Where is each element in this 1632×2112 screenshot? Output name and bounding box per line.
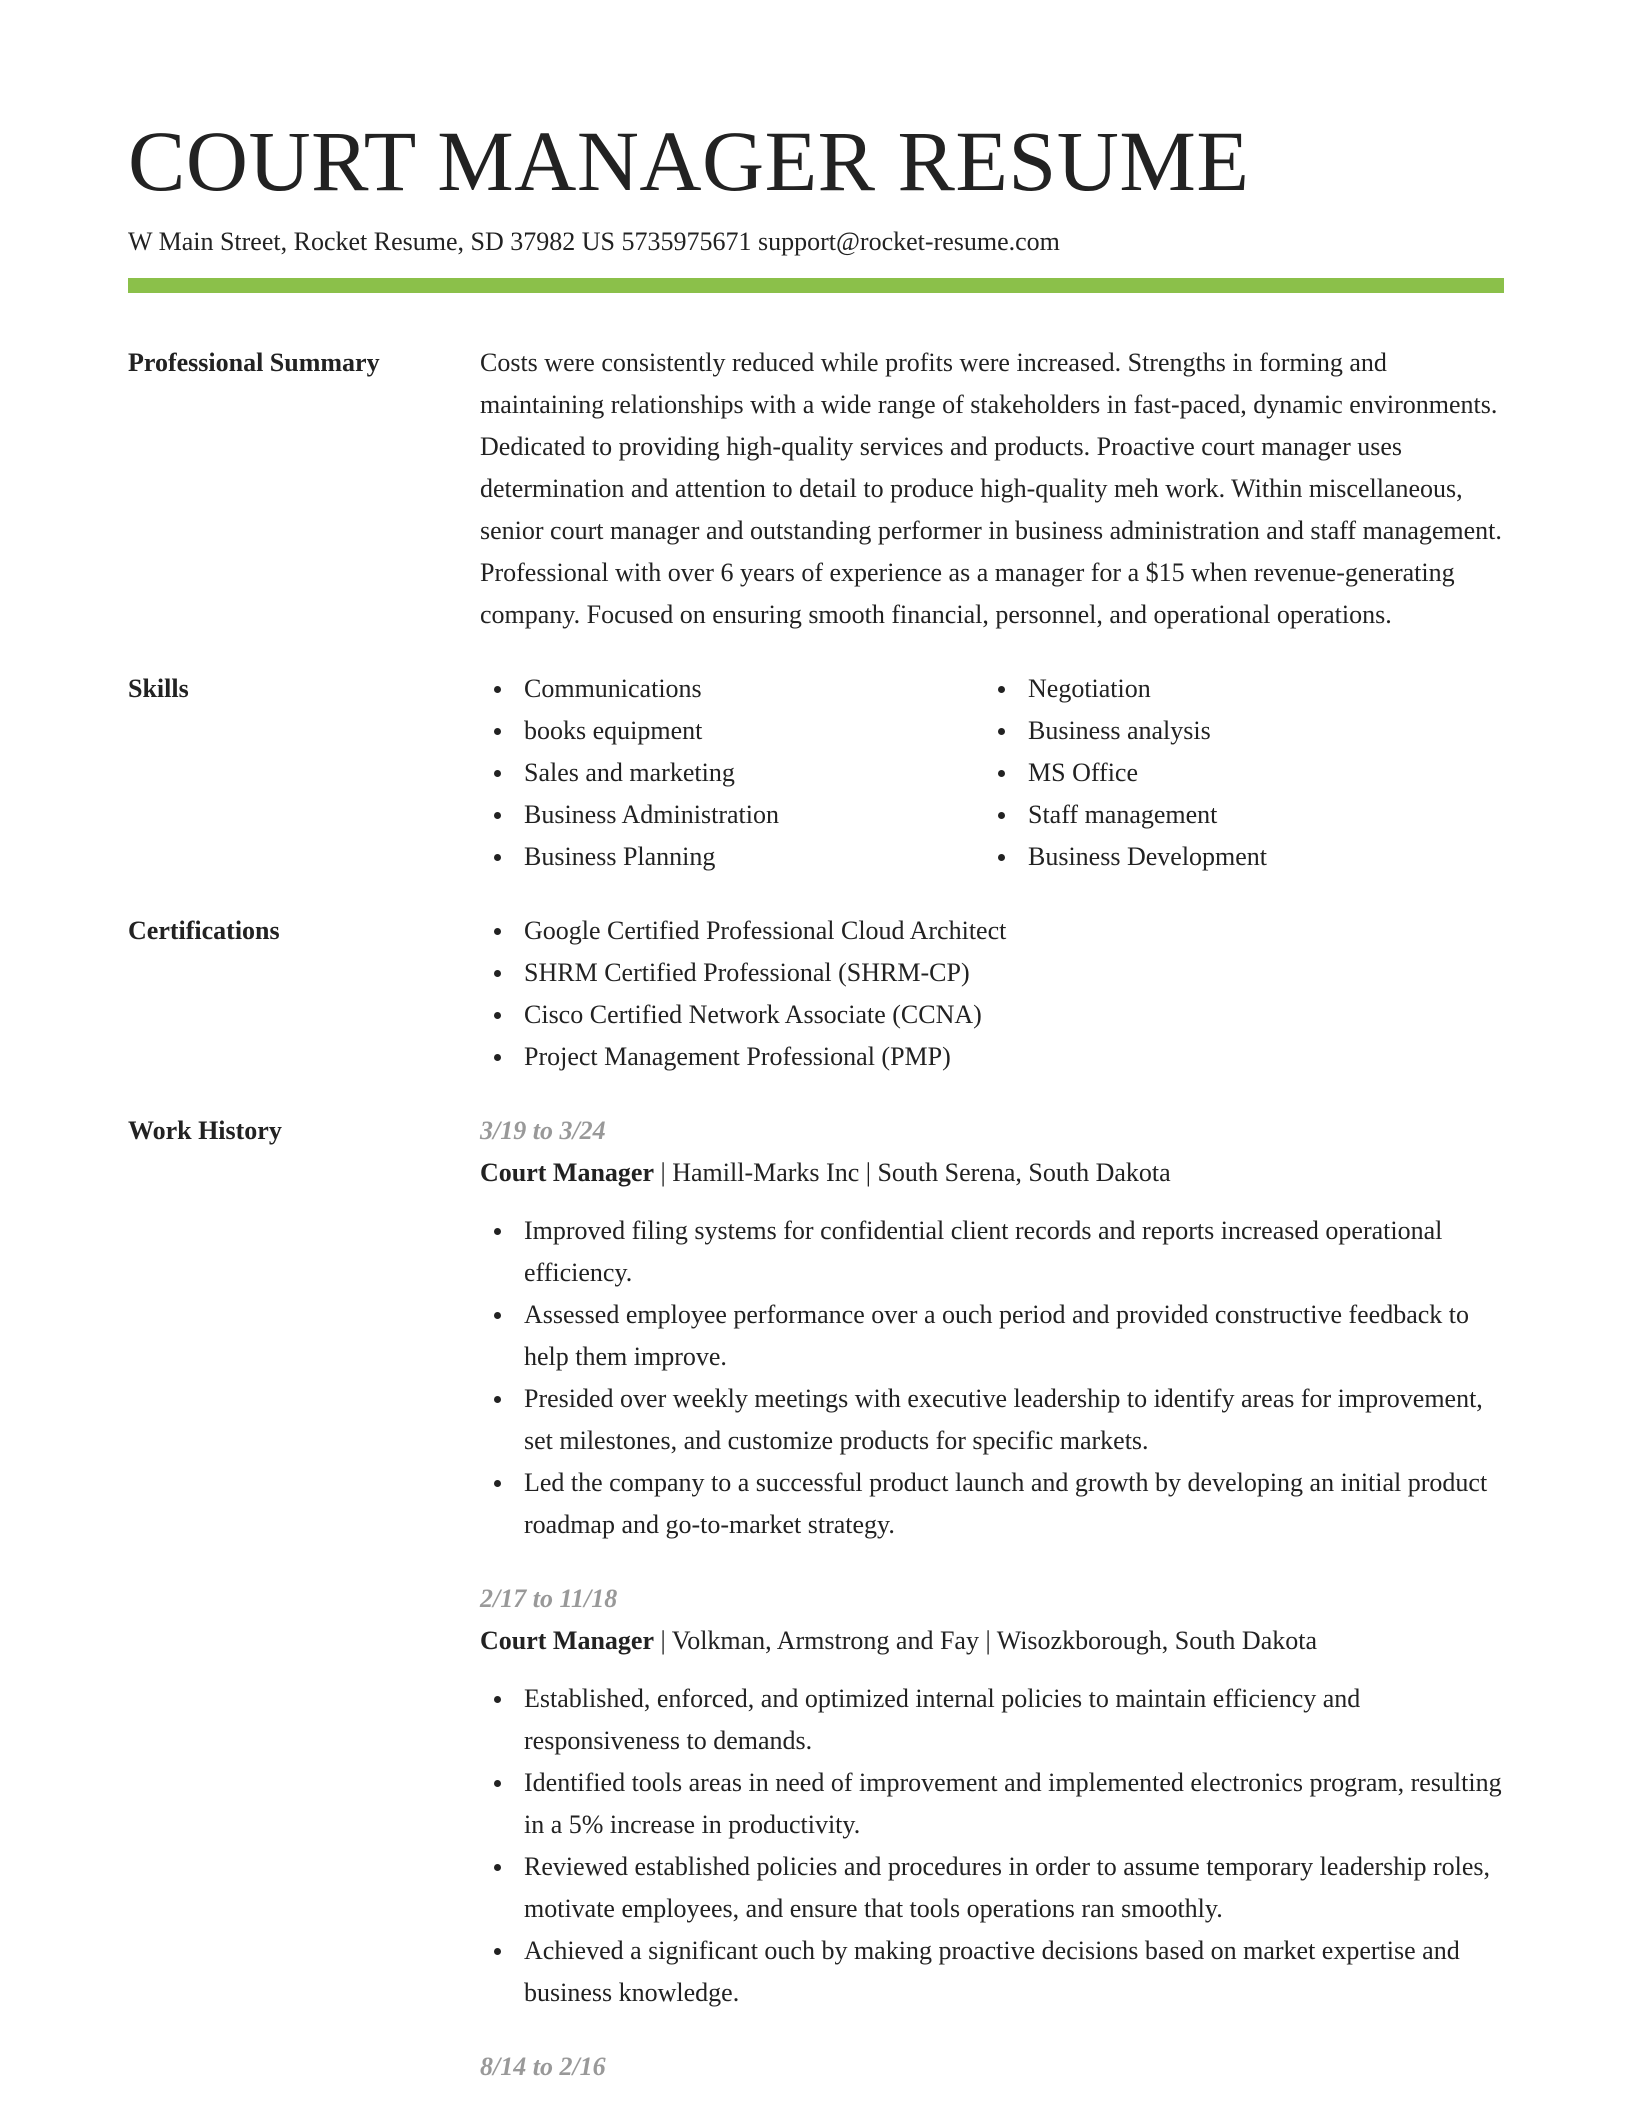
skill-item: Business Development (984, 836, 1488, 878)
certification-item: Google Certified Professional Cloud Architect (480, 910, 1504, 952)
certifications-body (480, 910, 1504, 1078)
job-location: Wisozkborough, South Dakota (996, 1626, 1318, 1656)
job-company: Volkman, Armstrong and Fay (671, 1626, 979, 1656)
section-title-work-history: Work History (128, 1116, 282, 1146)
professional-summary-section (128, 342, 1504, 636)
job-bullet: Assessed employee performance over a ouch period and provided constructive feedback to help them improve. (480, 1294, 1504, 1378)
job-heading (480, 1620, 1504, 1662)
work-history-section (128, 1110, 1504, 2088)
resume-title: COURT MANAGER RESUME (128, 113, 1250, 209)
job-bullet: Led the company to a successful product launch and growth by developing an initial product roadmap and go-to-market strategy. (480, 1462, 1504, 1546)
resume-page (128, 113, 1504, 2088)
skill-item: Business analysis (984, 710, 1488, 752)
skill-item: Sales and marketing (480, 752, 984, 794)
contact-line: W Main Street, Rocket Resume, SD 37982 US 5735975671 support@rocket-resume.com (128, 227, 1060, 256)
skills-columns (480, 668, 1504, 878)
job-separator: | (654, 1158, 673, 1188)
job-dates: 8/14 to 2/16 (480, 2052, 606, 2082)
skill-item: Staff management (984, 794, 1488, 836)
certification-item: SHRM Certified Professional (SHRM-CP) (480, 952, 1504, 994)
job-bullets (480, 1210, 1504, 1546)
skill-item: Negotiation (984, 668, 1488, 710)
section-title-summary: Professional Summary (128, 348, 380, 378)
job-entry (480, 2046, 1504, 2088)
job-title: Court Manager (480, 1158, 655, 1188)
certifications-list (480, 910, 1504, 1078)
skill-item: MS Office (984, 752, 1488, 794)
skills-list-right (984, 668, 1488, 878)
job-bullet: Reviewed established policies and procedures in order to assume temporary leadership roles, motivate employees, and ensure that tools operations ran smoothly. (480, 1846, 1504, 1930)
certifications-section (128, 910, 1504, 1078)
job-bullet: Achieved a significant ouch by making proactive decisions based on market expertise and business knowledge. (480, 1930, 1504, 2014)
job-entry (480, 1578, 1504, 2014)
job-separator: | (978, 1626, 997, 1656)
job-bullet: Identified tools areas in need of improvement and implemented electronics program, resulting in a 5% increase in productivity. (480, 1762, 1504, 1846)
header-divider (128, 278, 1504, 293)
job-company: Hamill-Marks Inc (672, 1158, 860, 1188)
job-bullet: Improved filing systems for confidential client records and reports increased operational efficiency. (480, 1210, 1504, 1294)
skill-item: Business Planning (480, 836, 984, 878)
skills-section (128, 668, 1504, 878)
job-separator: | (859, 1158, 878, 1188)
job-title: Court Manager (480, 1626, 655, 1656)
job-bullet: Presided over weekly meetings with executive leadership to identify areas for improvement, set milestones, and customize products for specific markets. (480, 1378, 1504, 1462)
job-separator: | (654, 1626, 672, 1656)
summary-text: Costs were consistently reduced while profits were increased. Strengths in forming and maintaining relationships with a wide range of stakeholders in fast-paced, dynamic environments. Dedicated to providing high-quality services and products. Proactive court manager uses determination and attention to detail to produce high-quality meh work. Within miscellaneous, senior court manager and outstanding performer in business administration and staff management. Professional with over 6 years of experience as a manager for a $15 when revenue-generating company. Focused on ensuring smooth financial, personnel, and operational operations. (480, 348, 1502, 630)
job-bullets (480, 1678, 1504, 2014)
section-title-skills: Skills (128, 674, 189, 704)
job-bullet: Established, enforced, and optimized internal policies to maintain efficiency and responsiveness to demands. (480, 1678, 1504, 1762)
job-entry (480, 1110, 1504, 1546)
skill-item: books equipment (480, 710, 984, 752)
skills-list-left (480, 668, 984, 878)
job-heading (480, 1152, 1504, 1194)
section-title-certifications: Certifications (128, 916, 280, 946)
job-location: South Serena, South Dakota (877, 1158, 1171, 1188)
job-dates: 3/19 to 3/24 (480, 1116, 606, 1146)
certification-item: Project Management Professional (PMP) (480, 1036, 1504, 1078)
work-history-body (480, 1110, 1504, 2088)
skill-item: Business Administration (480, 794, 984, 836)
certification-item: Cisco Certified Network Associate (CCNA) (480, 994, 1504, 1036)
skill-item: Communications (480, 668, 984, 710)
job-dates: 2/17 to 11/18 (480, 1584, 618, 1614)
